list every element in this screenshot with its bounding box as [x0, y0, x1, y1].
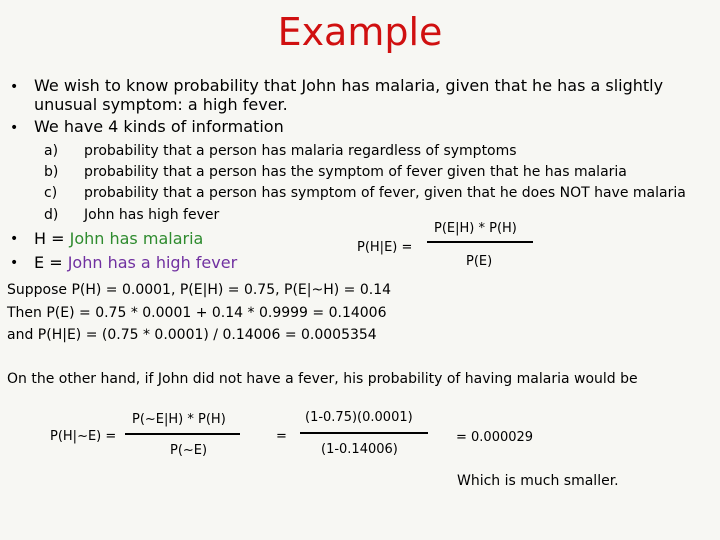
- formula2-fraction-bar: [125, 433, 240, 435]
- info-label-a: a): [44, 143, 59, 159]
- def-e: [34, 253, 237, 272]
- def-e-text: John has a high fever: [67, 253, 238, 272]
- calc-line-1: Suppose P(H) = 0.0001, P(E|H) = 0.75, P(E|~H) = 0.14: [7, 282, 392, 298]
- formula2-equals: =: [276, 429, 287, 444]
- bullet-text-2: We have 4 kinds of information: [34, 117, 284, 136]
- bayes-fraction-bar: [427, 241, 533, 243]
- conclusion-text: Which is much smaller.: [457, 473, 619, 489]
- bullet-marker: •: [10, 231, 19, 247]
- bayes-lhs: P(H|E) =: [357, 240, 413, 255]
- slide-title: Example: [277, 10, 443, 54]
- def-h: [34, 229, 203, 248]
- bullet-text-1: We wish to know probability that John has malaria, given that he has a slightly: [34, 76, 664, 95]
- info-text-a: probability that a person has malaria regardless of symptoms: [84, 143, 517, 159]
- formula2-denominator: P(~E): [170, 443, 208, 458]
- calc-line-3: and P(H|E) = (0.75 * 0.0001) / 0.14006 = 0.0005354: [7, 327, 377, 343]
- info-label-d: d): [44, 207, 59, 223]
- formula2-den2: (1-0.14006): [321, 442, 398, 457]
- formula2-result: = 0.000029: [456, 430, 534, 445]
- info-label-b: b): [44, 164, 59, 180]
- formula2-fraction-bar-2: [300, 432, 428, 434]
- info-text-b: probability that a person has the symptom of fever given that he has malaria: [84, 164, 627, 180]
- def-e-prefix: E =: [34, 253, 68, 272]
- def-h-text: John has malaria: [69, 229, 204, 248]
- bullet-marker: •: [10, 120, 19, 136]
- bullet-marker: •: [10, 255, 19, 271]
- def-h-prefix: H =: [34, 229, 70, 248]
- bayes-numerator: P(E|H) * P(H): [434, 221, 517, 236]
- bayes-denominator: P(E): [466, 254, 493, 269]
- info-label-c: c): [44, 185, 58, 201]
- formula2-lhs: P(H|~E) =: [50, 429, 117, 444]
- bullet-text-1-cont: unusual symptom: a high fever.: [34, 95, 288, 114]
- formula2-num2: (1-0.75)(0.0001): [305, 410, 413, 425]
- other-hand-text: On the other hand, if John did not have a fever, his probability of having malaria would be: [7, 371, 638, 387]
- info-text-c: probability that a person has symptom of fever, given that he does NOT have malaria: [84, 185, 686, 201]
- formula2-numerator: P(~E|H) * P(H): [132, 412, 226, 427]
- bullet-marker: •: [10, 79, 19, 95]
- calc-line-2: Then P(E) = 0.75 * 0.0001 + 0.14 * 0.9999 = 0.14006: [7, 305, 387, 321]
- info-text-d: John has high fever: [84, 207, 220, 223]
